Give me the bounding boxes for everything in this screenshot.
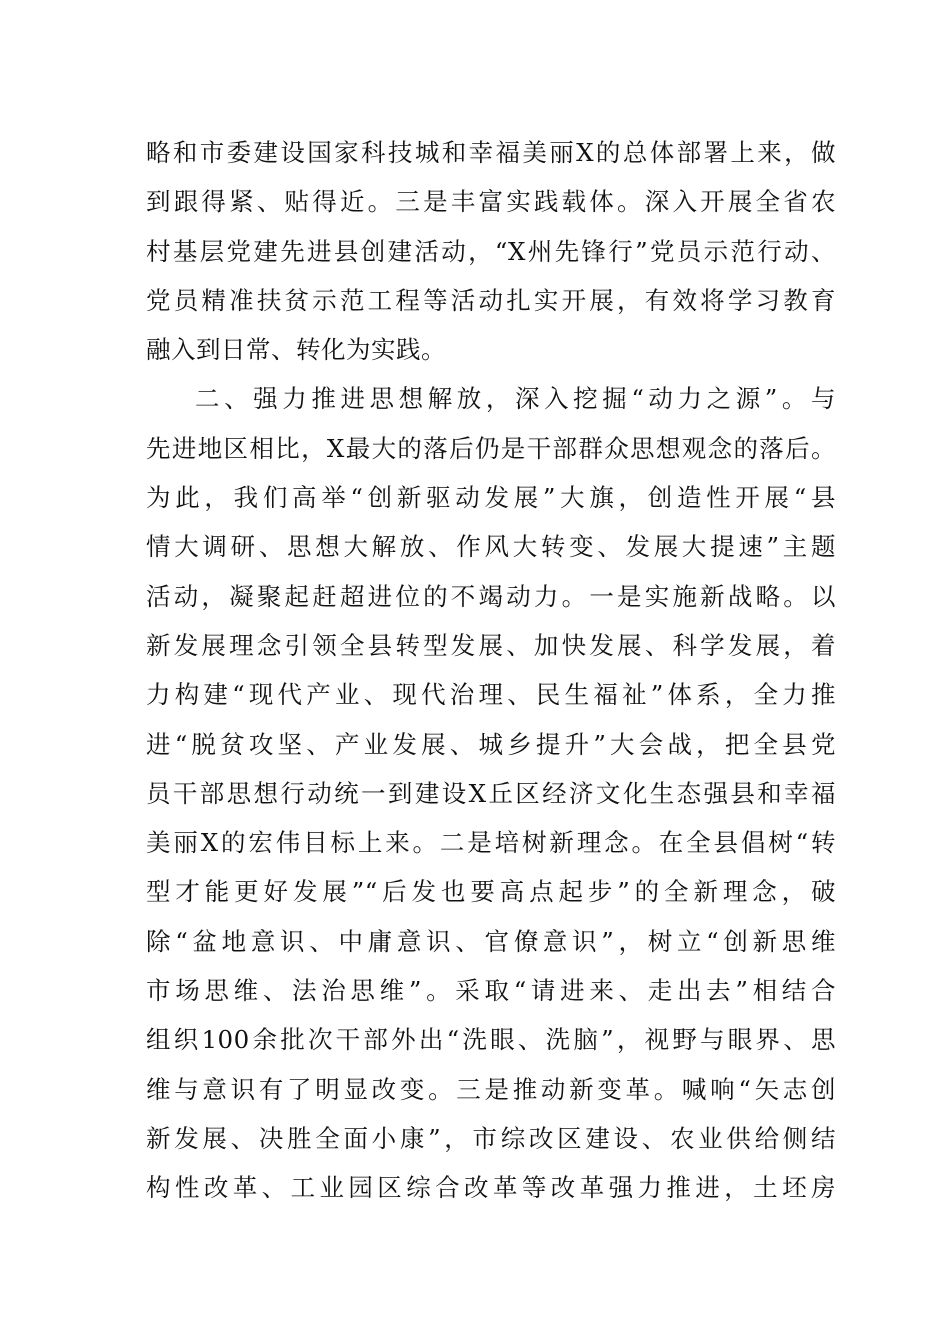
text-line: 构性改革、工业园区综合改革等改革强力推进，土坯房 [146, 1173, 836, 1203]
text-line: 活动，凝聚起赶超进位的不竭动力。一是实施新战略。以 [146, 581, 836, 611]
text-line: 美丽X的宏伟目标上来。二是培树新理念。在全县倡树“转 [146, 828, 836, 858]
section-heading-line: 二、强力推进思想解放，深入挖掘“动力之源”。与 [195, 384, 836, 414]
text-line: 力构建“现代产业、现代治理、民生福祉”体系，全力推 [146, 680, 836, 710]
text-line: 员干部思想行动统一到建设X丘区经济文化生态强县和幸福 [146, 778, 836, 808]
text-line: 村基层党建先进县创建活动，“X州先锋行”党员示范行动、 [146, 236, 836, 266]
text-line: 维与意识有了明显改变。三是推动新变革。喊响“矢志创 [146, 1074, 836, 1104]
text-line: 略和市委建设国家科技城和幸福美丽X的总体部署上来，做 [146, 138, 836, 167]
text-line: 为此，我们高举“创新驱动发展”大旗，创造性开展“县 [146, 483, 836, 513]
body-text [146, 128, 836, 1213]
text-line: 新发展、决胜全面小康”，市综改区建设、农业供给侧结 [146, 1123, 836, 1153]
text-line: 到跟得紧、贴得近。三是丰富实践载体。深入开展全省农 [146, 187, 836, 217]
text-line: 新发展理念引领全县转型发展、加快发展、科学发展，着 [146, 630, 836, 660]
text-line: 市场思维、法治思维”。采取“请进来、走出去”相结合 [146, 976, 836, 1006]
text-line: 除“盆地意识、中庸意识、官僚意识”，树立“创新思维 [146, 926, 836, 956]
text-line: 融入到日常、转化为实践。 [146, 335, 446, 365]
text-line: 组织100余批次干部外出“洗眼、洗脑”，视野与眼界、思 [146, 1025, 836, 1055]
text-line: 先进地区相比，X最大的落后仍是干部群众思想观念的落后。 [146, 433, 836, 463]
text-line: 情大调研、思想大解放、作风大转变、发展大提速”主题 [146, 532, 836, 562]
text-line: 党员精准扶贫示范工程等活动扎实开展，有效将学习教育 [146, 285, 836, 315]
text-line: 进“脱贫攻坚、产业发展、城乡提升”大会战，把全县党 [146, 729, 836, 759]
text-line: 型才能更好发展”“后发也要高点起步”的全新理念，破 [146, 877, 836, 907]
